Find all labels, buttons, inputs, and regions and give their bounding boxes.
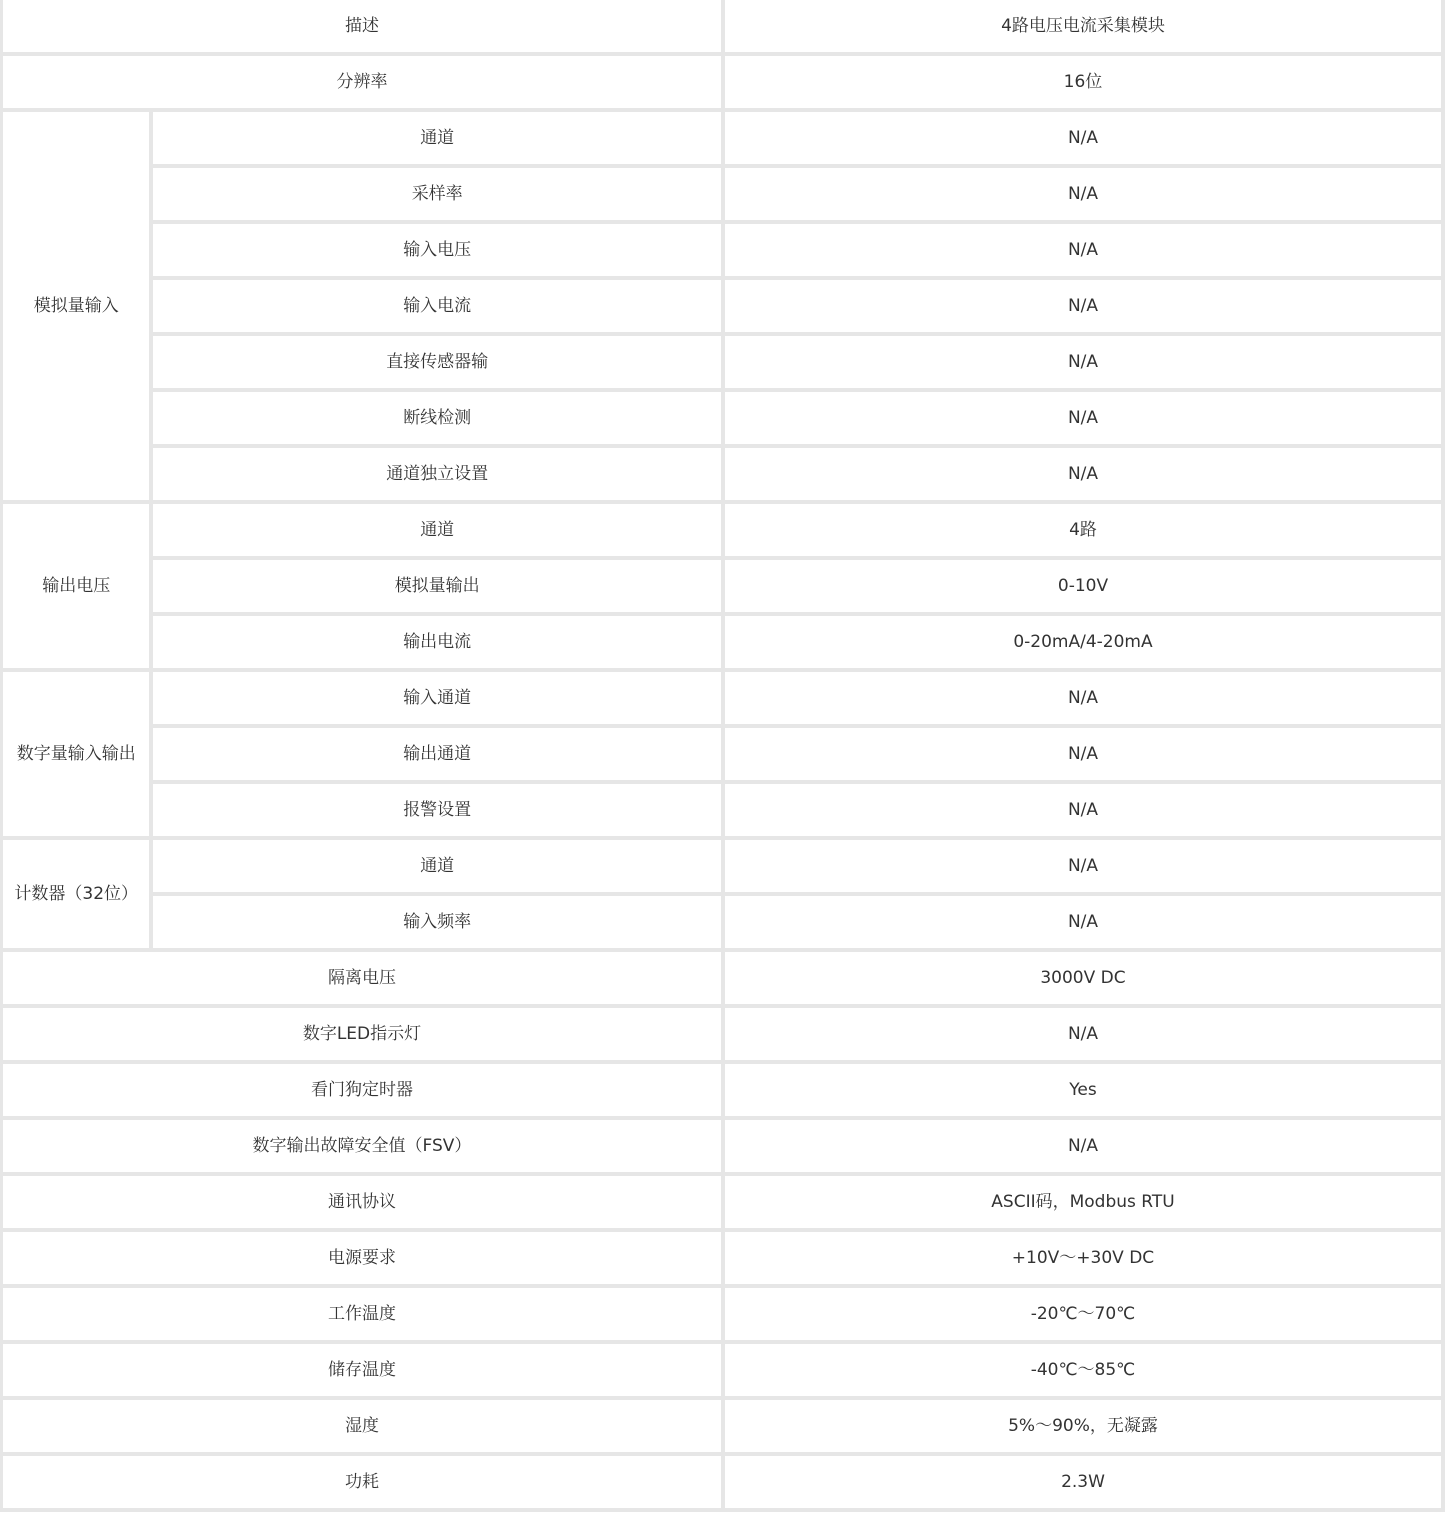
row-value: 3000V DC	[725, 952, 1441, 1004]
table-row	[3, 448, 1441, 500]
row-label: 电源要求	[3, 1232, 721, 1284]
table-row	[3, 392, 1441, 444]
group-label: 输出电压	[3, 504, 149, 668]
row-label: 储存温度	[3, 1344, 721, 1396]
table-row	[3, 224, 1441, 276]
table-row	[3, 1288, 1441, 1340]
row-value: N/A	[725, 280, 1441, 332]
table-row	[3, 616, 1441, 668]
row-value: Yes	[725, 1064, 1441, 1116]
row-value: N/A	[725, 840, 1441, 892]
row-label: 湿度	[3, 1400, 721, 1452]
group-label: 数字量输入输出	[3, 672, 149, 836]
table-row	[3, 56, 1441, 108]
row-value: N/A	[725, 728, 1441, 780]
row-label: 通道	[153, 504, 721, 556]
row-label: 通讯协议	[3, 1176, 721, 1228]
row-label: 通道独立设置	[153, 448, 721, 500]
table-row	[3, 1344, 1441, 1396]
row-value: 16位	[725, 56, 1441, 108]
row-label: 通道	[153, 112, 721, 164]
row-value: N/A	[725, 1008, 1441, 1060]
table-row	[3, 1456, 1441, 1508]
table-row	[3, 672, 1441, 724]
table-row	[3, 336, 1441, 388]
group-label: 模拟量输入	[3, 112, 149, 500]
row-value: N/A	[725, 784, 1441, 836]
table-row	[3, 784, 1441, 836]
row-value: 4路	[725, 504, 1441, 556]
table-row	[3, 280, 1441, 332]
row-value: 4路电压电流采集模块	[725, 0, 1441, 52]
row-label: 功耗	[3, 1456, 721, 1508]
table-row	[3, 1120, 1441, 1172]
table-row	[3, 1008, 1441, 1060]
row-value: N/A	[725, 336, 1441, 388]
row-value: -40℃～85℃	[725, 1344, 1441, 1396]
row-label: 描述	[3, 0, 721, 52]
table-row	[3, 0, 1441, 52]
table-row	[3, 952, 1441, 1004]
row-value: N/A	[725, 448, 1441, 500]
table-row	[3, 504, 1441, 556]
row-label: 采样率	[153, 168, 721, 220]
row-label: 报警设置	[153, 784, 721, 836]
row-value: 0-20mA/4-20mA	[725, 616, 1441, 668]
table-row	[3, 896, 1441, 948]
table-row	[3, 840, 1441, 892]
table-row	[3, 1232, 1441, 1284]
row-label: 数字输出故障安全值（FSV）	[3, 1120, 721, 1172]
table-row	[3, 112, 1441, 164]
row-label: 隔离电压	[3, 952, 721, 1004]
row-value: +10V～+30V DC	[725, 1232, 1441, 1284]
row-value: ASCII码，Modbus RTU	[725, 1176, 1441, 1228]
row-value: N/A	[725, 168, 1441, 220]
row-value: N/A	[725, 1120, 1441, 1172]
row-value: N/A	[725, 392, 1441, 444]
row-label: 分辨率	[3, 56, 721, 108]
row-value: N/A	[725, 112, 1441, 164]
row-label: 数字LED指示灯	[3, 1008, 721, 1060]
row-value: -20℃～70℃	[725, 1288, 1441, 1340]
table-row	[3, 728, 1441, 780]
table-row	[3, 560, 1441, 612]
row-value: N/A	[725, 224, 1441, 276]
row-value: 5%～90%，无凝露	[725, 1400, 1441, 1452]
row-value: 0-10V	[725, 560, 1441, 612]
table-row	[3, 1064, 1441, 1116]
row-label: 工作温度	[3, 1288, 721, 1340]
row-label: 断线检测	[153, 392, 721, 444]
row-label: 看门狗定时器	[3, 1064, 721, 1116]
row-label: 输入频率	[153, 896, 721, 948]
row-value: N/A	[725, 672, 1441, 724]
row-label: 模拟量输出	[153, 560, 721, 612]
row-label: 输入电流	[153, 280, 721, 332]
group-label: 计数器（32位）	[3, 840, 149, 948]
table-row	[3, 1176, 1441, 1228]
row-label: 输入通道	[153, 672, 721, 724]
row-value: N/A	[725, 896, 1441, 948]
table-row	[3, 168, 1441, 220]
row-label: 输入电压	[153, 224, 721, 276]
row-value: 2.3W	[725, 1456, 1441, 1508]
row-label: 通道	[153, 840, 721, 892]
row-label: 直接传感器输	[153, 336, 721, 388]
row-label: 输出通道	[153, 728, 721, 780]
table-row	[3, 1400, 1441, 1452]
row-label: 输出电流	[153, 616, 721, 668]
